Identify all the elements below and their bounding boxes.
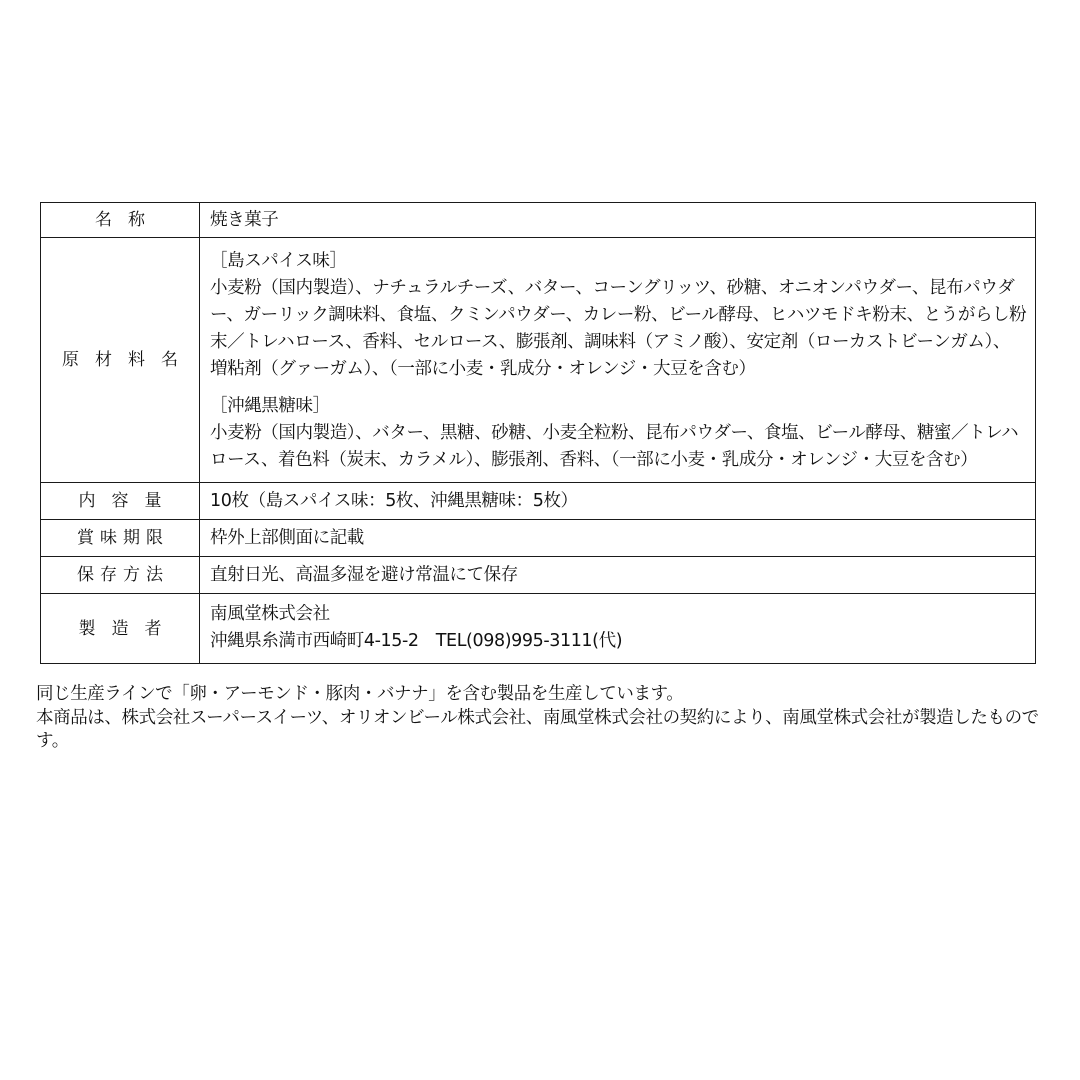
header-ingredients: 原材料名 <box>41 238 200 483</box>
header-amount: 内容量 <box>41 483 200 520</box>
header-manufacturer: 製造者 <box>41 594 200 664</box>
header-expiry: 賞味期限 <box>41 520 200 557</box>
manufacturer-address-tel: 沖縄県糸満市西崎町4-15-2 TEL(098)995-3111(代) <box>210 631 623 651</box>
flavor-title-shima-spice: ［島スパイス味］ <box>210 251 347 271</box>
row-manufacturer <box>41 594 1036 664</box>
note-allergen-line: 同じ生産ラインで「卵・アーモンド・豚肉・バナナ」を含む製品を生産しています。 <box>36 684 684 704</box>
value-expiry: 枠外上部側面に記載 <box>200 520 1036 557</box>
value-product-name: 焼き菓子 <box>200 203 1036 238</box>
ingredients-text-shima-spice: 小麦粉（国内製造）、ナチュラルチーズ、バター、コーングリッツ、砂糖、オニオンパウダー、昆布パウダー、ガーリック調味料、食塩、クミンパウダー、カレー粉、ビール酵母、ヒハツモドキ粉末、とうがらし粉末／トレハロース、香料、セルロース、膨張剤、調味料（アミノ酸）、安定剤（ローカストビーンガム）、増粘剤（グァーガム）、（一部に小麦・乳成分・オレンジ・大豆を含む） <box>210 278 1027 379</box>
flavor-title-okinawa-kokuto: ［沖縄黒糖味］ <box>210 396 330 416</box>
value-ingredients <box>200 238 1036 483</box>
header-storage: 保存方法 <box>41 557 200 594</box>
row-storage <box>41 557 1036 594</box>
value-manufacturer <box>200 594 1036 664</box>
label-notes <box>36 683 1046 754</box>
note-contract-line: 本商品は、株式会社スーパースイーツ、オリオンビール株式会社、南風堂株式会社の契約により、南風堂株式会社が製造したものです。 <box>36 707 1039 751</box>
flavor-block-okinawa-kokuto <box>210 393 1027 474</box>
manufacturer-company: 南風堂株式会社 <box>210 604 330 624</box>
row-ingredients <box>41 238 1036 483</box>
row-expiry <box>41 520 1036 557</box>
row-amount <box>41 483 1036 520</box>
ingredients-text-okinawa-kokuto: 小麦粉（国内製造）、バター、黒糖、砂糖、小麦全粒粉、昆布パウダー、食塩、ビール酵母、糖蜜／トレハロース、着色料（炭末、カラメル）、膨張剤、香料、（一部に小麦・乳成分・オレンジ・大豆を含む） <box>210 423 1019 470</box>
row-product-name <box>41 203 1036 238</box>
flavor-block-shima-spice <box>210 248 1027 383</box>
value-amount: 10枚（島スパイス味：5枚、沖縄黒糖味：5枚） <box>200 483 1036 520</box>
header-product-name: 名称 <box>41 203 200 238</box>
value-storage: 直射日光、高温多湿を避け常温にて保存 <box>200 557 1036 594</box>
food-label-table <box>40 202 1036 664</box>
